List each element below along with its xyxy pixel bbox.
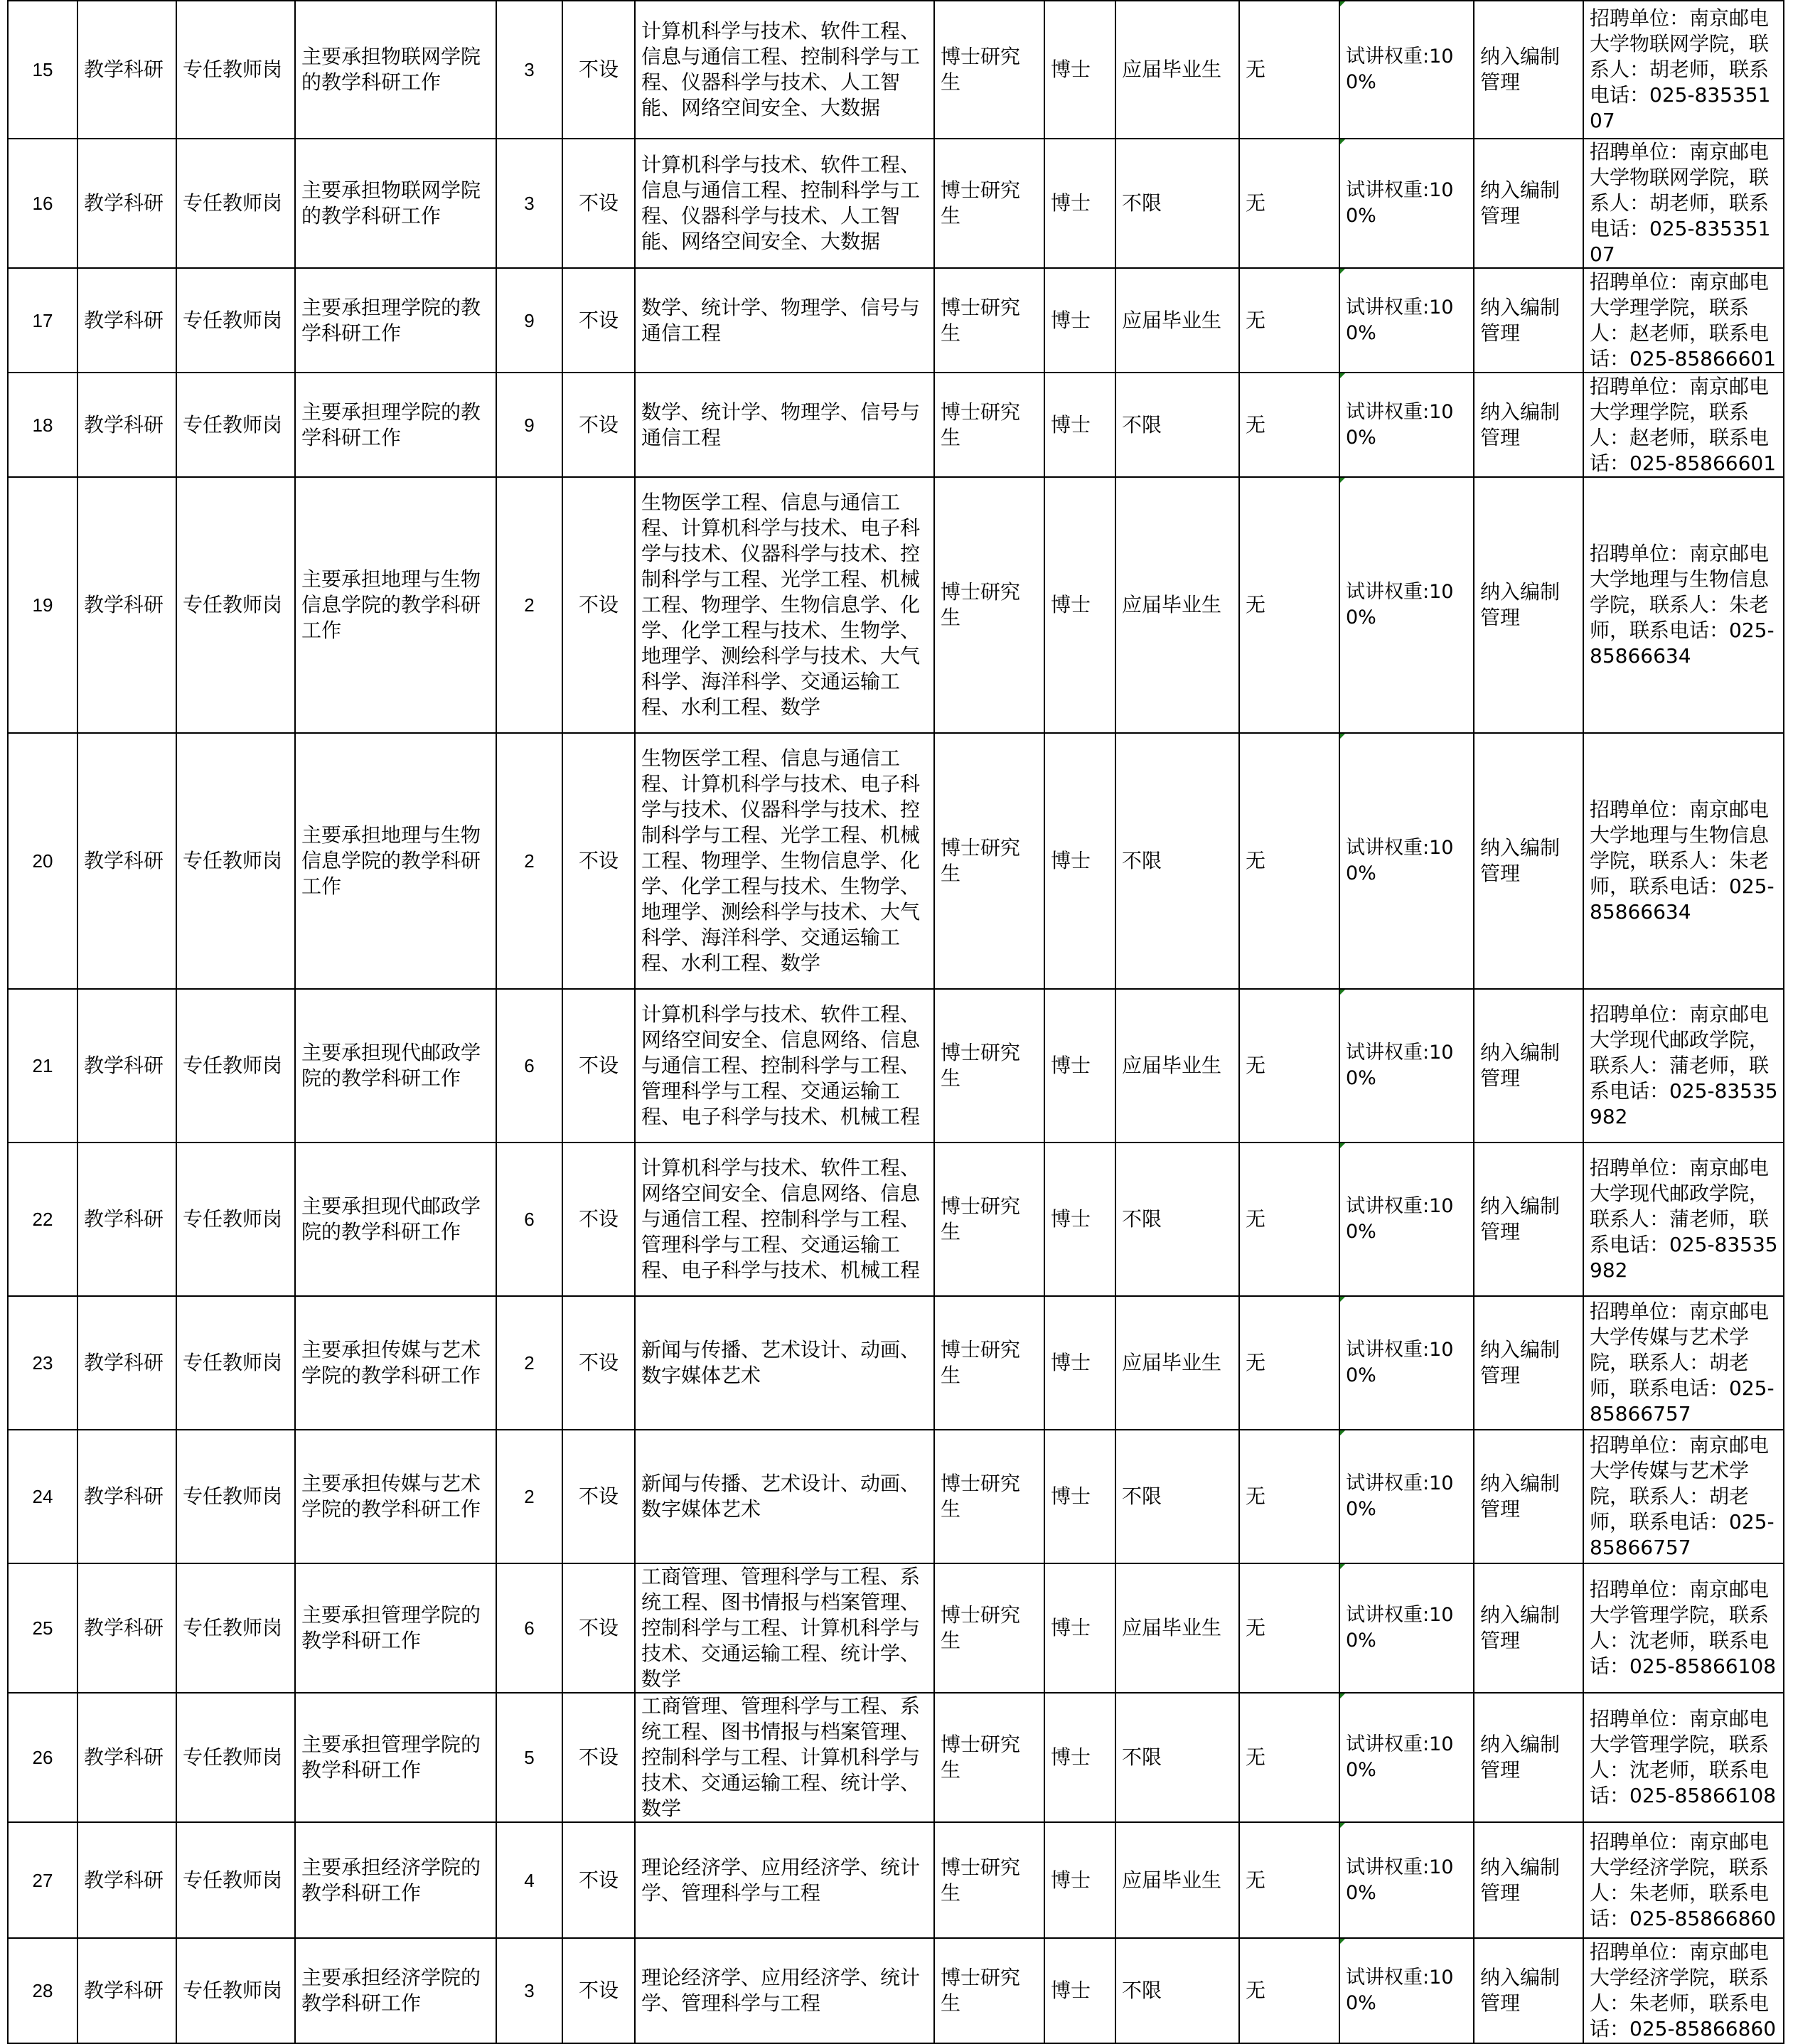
row-number: 16 — [8, 139, 77, 268]
other-requirement-cell: 无 — [1239, 1563, 1339, 1693]
target-cell: 不限 — [1115, 1693, 1239, 1822]
degree-cell: 博士 — [1044, 1296, 1115, 1430]
contact-cell: 招聘单位：南京邮电大学传媒与艺术学院，联系人：胡老师，联系电话：025-85866757 — [1583, 1430, 1784, 1563]
major-cell: 生物医学工程、信息与通信工程、计算机科学与技术、电子科学与技术、仪器科学与技术、控制科学与工程、光学工程、机械工程、物理学、生物信息学、化学、化学工程与技术、生物学、地理学、测绘科学与技术、大气科学、海洋科学、交通运输工程、水利工程、数学 — [635, 477, 934, 733]
table-row — [8, 1, 1784, 139]
table-row — [8, 1693, 1784, 1822]
other-requirement-cell: 无 — [1239, 139, 1339, 268]
other-requirement-cell: 无 — [1239, 1143, 1339, 1296]
education-cell: 博士研究生 — [934, 268, 1044, 373]
major-cell: 数学、统计学、物理学、信号与通信工程 — [635, 373, 934, 477]
education-cell: 博士研究生 — [934, 1143, 1044, 1296]
degree-cell: 博士 — [1044, 139, 1115, 268]
target-cell: 应届毕业生 — [1115, 989, 1239, 1143]
staffing-cell: 纳入编制管理 — [1474, 1296, 1583, 1430]
degree-cell: 博士 — [1044, 989, 1115, 1143]
headcount-cell: 3 — [496, 139, 562, 268]
age-limit-cell: 不设 — [562, 1822, 635, 1938]
staffing-cell: 纳入编制管理 — [1474, 477, 1583, 733]
exam-weight-cell: 试讲权重:100% — [1339, 1143, 1474, 1296]
exam-weight-cell: 试讲权重:100% — [1339, 1430, 1474, 1563]
age-limit-cell: 不设 — [562, 1, 635, 139]
post-cell: 专任教师岗 — [176, 373, 295, 477]
contact-cell: 招聘单位：南京邮电大学地理与生物信息学院，联系人：朱老师，联系电话：025-85866634 — [1583, 477, 1784, 733]
degree-cell: 博士 — [1044, 1938, 1115, 2043]
category-cell: 教学科研 — [77, 1938, 176, 2043]
staffing-cell: 纳入编制管理 — [1474, 989, 1583, 1143]
table-body — [8, 1, 1784, 2043]
major-cell: 新闻与传播、艺术设计、动画、数字媒体艺术 — [635, 1296, 934, 1430]
age-limit-cell: 不设 — [562, 1430, 635, 1563]
contact-cell: 招聘单位：南京邮电大学传媒与艺术学院，联系人：胡老师，联系电话：025-85866757 — [1583, 1296, 1784, 1430]
age-limit-cell: 不设 — [562, 477, 635, 733]
degree-cell: 博士 — [1044, 268, 1115, 373]
headcount-cell: 6 — [496, 1563, 562, 1693]
row-number: 28 — [8, 1938, 77, 2043]
exam-weight-cell: 试讲权重:100% — [1339, 1822, 1474, 1938]
post-cell: 专任教师岗 — [176, 139, 295, 268]
category-cell: 教学科研 — [77, 1693, 176, 1822]
target-cell: 不限 — [1115, 139, 1239, 268]
duty-cell: 主要承担经济学院的教学科研工作 — [295, 1822, 496, 1938]
other-requirement-cell: 无 — [1239, 1693, 1339, 1822]
major-cell: 理论经济学、应用经济学、统计学、管理科学与工程 — [635, 1938, 934, 2043]
post-cell: 专任教师岗 — [176, 1938, 295, 2043]
exam-weight-cell: 试讲权重:100% — [1339, 139, 1474, 268]
post-cell: 专任教师岗 — [176, 477, 295, 733]
age-limit-cell: 不设 — [562, 139, 635, 268]
target-cell: 不限 — [1115, 1938, 1239, 2043]
post-cell: 专任教师岗 — [176, 733, 295, 989]
row-number: 17 — [8, 268, 77, 373]
headcount-cell: 9 — [496, 268, 562, 373]
headcount-cell: 2 — [496, 1430, 562, 1563]
headcount-cell: 9 — [496, 373, 562, 477]
target-cell: 应届毕业生 — [1115, 1822, 1239, 1938]
other-requirement-cell: 无 — [1239, 989, 1339, 1143]
exam-weight-cell: 试讲权重:100% — [1339, 1563, 1474, 1693]
post-cell: 专任教师岗 — [176, 1296, 295, 1430]
duty-cell: 主要承担地理与生物信息学院的教学科研工作 — [295, 477, 496, 733]
headcount-cell: 3 — [496, 1938, 562, 2043]
age-limit-cell: 不设 — [562, 268, 635, 373]
target-cell: 应届毕业生 — [1115, 1296, 1239, 1430]
category-cell: 教学科研 — [77, 1430, 176, 1563]
education-cell: 博士研究生 — [934, 1563, 1044, 1693]
exam-weight-cell: 试讲权重:100% — [1339, 268, 1474, 373]
category-cell: 教学科研 — [77, 989, 176, 1143]
education-cell: 博士研究生 — [934, 1430, 1044, 1563]
staffing-cell: 纳入编制管理 — [1474, 733, 1583, 989]
row-number: 21 — [8, 989, 77, 1143]
target-cell: 应届毕业生 — [1115, 268, 1239, 373]
table-row — [8, 373, 1784, 477]
major-cell: 计算机科学与技术、软件工程、网络空间安全、信息网络、信息与通信工程、控制科学与工程、管理科学与工程、交通运输工程、电子科学与技术、机械工程 — [635, 989, 934, 1143]
post-cell: 专任教师岗 — [176, 1693, 295, 1822]
degree-cell: 博士 — [1044, 373, 1115, 477]
duty-cell: 主要承担管理学院的教学科研工作 — [295, 1693, 496, 1822]
target-cell: 不限 — [1115, 733, 1239, 989]
post-cell: 专任教师岗 — [176, 1563, 295, 1693]
degree-cell: 博士 — [1044, 1822, 1115, 1938]
category-cell: 教学科研 — [77, 373, 176, 477]
headcount-cell: 5 — [496, 1693, 562, 1822]
staffing-cell: 纳入编制管理 — [1474, 1693, 1583, 1822]
table-row — [8, 1938, 1784, 2043]
staffing-cell: 纳入编制管理 — [1474, 1, 1583, 139]
headcount-cell: 4 — [496, 1822, 562, 1938]
major-cell: 理论经济学、应用经济学、统计学、管理科学与工程 — [635, 1822, 934, 1938]
other-requirement-cell: 无 — [1239, 1296, 1339, 1430]
row-number: 25 — [8, 1563, 77, 1693]
duty-cell: 主要承担物联网学院的教学科研工作 — [295, 1, 496, 139]
contact-cell: 招聘单位：南京邮电大学现代邮政学院，联系人：蒲老师，联系电话：025-83535982 — [1583, 989, 1784, 1143]
recruitment-table — [7, 0, 1784, 2044]
post-cell: 专任教师岗 — [176, 268, 295, 373]
contact-cell: 招聘单位：南京邮电大学管理学院，联系人：沈老师，联系电话：025-85866108 — [1583, 1563, 1784, 1693]
degree-cell: 博士 — [1044, 733, 1115, 989]
category-cell: 教学科研 — [77, 1, 176, 139]
education-cell: 博士研究生 — [934, 989, 1044, 1143]
degree-cell: 博士 — [1044, 1693, 1115, 1822]
contact-cell: 招聘单位：南京邮电大学地理与生物信息学院，联系人：朱老师，联系电话：025-85866634 — [1583, 733, 1784, 989]
duty-cell: 主要承担理学院的教学科研工作 — [295, 373, 496, 477]
category-cell: 教学科研 — [77, 268, 176, 373]
major-cell: 生物医学工程、信息与通信工程、计算机科学与技术、电子科学与技术、仪器科学与技术、控制科学与工程、光学工程、机械工程、物理学、生物信息学、化学、化学工程与技术、生物学、地理学、测绘科学与技术、大气科学、海洋科学、交通运输工程、水利工程、数学 — [635, 733, 934, 989]
target-cell: 不限 — [1115, 1430, 1239, 1563]
table-row — [8, 1822, 1784, 1938]
row-number: 23 — [8, 1296, 77, 1430]
staffing-cell: 纳入编制管理 — [1474, 139, 1583, 268]
degree-cell: 博士 — [1044, 1563, 1115, 1693]
recruitment-table-sheet — [7, 0, 1783, 2044]
major-cell: 新闻与传播、艺术设计、动画、数字媒体艺术 — [635, 1430, 934, 1563]
duty-cell: 主要承担地理与生物信息学院的教学科研工作 — [295, 733, 496, 989]
major-cell: 工商管理、管理科学与工程、系统工程、图书情报与档案管理、控制科学与工程、计算机科学与技术、交通运输工程、统计学、数学 — [635, 1693, 934, 1822]
exam-weight-cell: 试讲权重:100% — [1339, 477, 1474, 733]
staffing-cell: 纳入编制管理 — [1474, 1430, 1583, 1563]
table-row — [8, 139, 1784, 268]
age-limit-cell: 不设 — [562, 373, 635, 477]
staffing-cell: 纳入编制管理 — [1474, 373, 1583, 477]
row-number: 24 — [8, 1430, 77, 1563]
education-cell: 博士研究生 — [934, 1693, 1044, 1822]
exam-weight-cell: 试讲权重:100% — [1339, 1, 1474, 139]
age-limit-cell: 不设 — [562, 1563, 635, 1693]
age-limit-cell: 不设 — [562, 1296, 635, 1430]
contact-cell: 招聘单位：南京邮电大学物联网学院，联系人：胡老师，联系电话：025-83535107 — [1583, 139, 1784, 268]
table-row — [8, 989, 1784, 1143]
table-row — [8, 733, 1784, 989]
major-cell: 计算机科学与技术、软件工程、信息与通信工程、控制科学与工程、仪器科学与技术、人工智能、网络空间安全、大数据 — [635, 139, 934, 268]
duty-cell: 主要承担物联网学院的教学科研工作 — [295, 139, 496, 268]
post-cell: 专任教师岗 — [176, 1, 295, 139]
headcount-cell: 2 — [496, 733, 562, 989]
category-cell: 教学科研 — [77, 1563, 176, 1693]
headcount-cell: 6 — [496, 1143, 562, 1296]
degree-cell: 博士 — [1044, 1, 1115, 139]
table-row — [8, 268, 1784, 373]
degree-cell: 博士 — [1044, 1430, 1115, 1563]
exam-weight-cell: 试讲权重:100% — [1339, 1296, 1474, 1430]
row-number: 15 — [8, 1, 77, 139]
exam-weight-cell: 试讲权重:100% — [1339, 373, 1474, 477]
other-requirement-cell: 无 — [1239, 1430, 1339, 1563]
duty-cell: 主要承担经济学院的教学科研工作 — [295, 1938, 496, 2043]
duty-cell: 主要承担传媒与艺术学院的教学科研工作 — [295, 1430, 496, 1563]
target-cell: 不限 — [1115, 373, 1239, 477]
staffing-cell: 纳入编制管理 — [1474, 1938, 1583, 2043]
staffing-cell: 纳入编制管理 — [1474, 268, 1583, 373]
education-cell: 博士研究生 — [934, 139, 1044, 268]
post-cell: 专任教师岗 — [176, 1430, 295, 1563]
post-cell: 专任教师岗 — [176, 1822, 295, 1938]
age-limit-cell: 不设 — [562, 1143, 635, 1296]
contact-cell: 招聘单位：南京邮电大学理学院，联系人：赵老师，联系电话：025-85866601 — [1583, 268, 1784, 373]
duty-cell: 主要承担管理学院的教学科研工作 — [295, 1563, 496, 1693]
contact-cell: 招聘单位：南京邮电大学现代邮政学院，联系人：蒲老师，联系电话：025-83535982 — [1583, 1143, 1784, 1296]
other-requirement-cell: 无 — [1239, 477, 1339, 733]
duty-cell: 主要承担理学院的教学科研工作 — [295, 268, 496, 373]
education-cell: 博士研究生 — [934, 373, 1044, 477]
row-number: 19 — [8, 477, 77, 733]
exam-weight-cell: 试讲权重:100% — [1339, 1693, 1474, 1822]
post-cell: 专任教师岗 — [176, 989, 295, 1143]
table-row — [8, 1563, 1784, 1693]
headcount-cell: 6 — [496, 989, 562, 1143]
other-requirement-cell: 无 — [1239, 1822, 1339, 1938]
target-cell: 应届毕业生 — [1115, 1563, 1239, 1693]
education-cell: 博士研究生 — [934, 733, 1044, 989]
contact-cell: 招聘单位：南京邮电大学理学院，联系人：赵老师，联系电话：025-85866601 — [1583, 373, 1784, 477]
exam-weight-cell: 试讲权重:100% — [1339, 989, 1474, 1143]
education-cell: 博士研究生 — [934, 1938, 1044, 2043]
exam-weight-cell: 试讲权重:100% — [1339, 1938, 1474, 2043]
age-limit-cell: 不设 — [562, 733, 635, 989]
major-cell: 计算机科学与技术、软件工程、网络空间安全、信息网络、信息与通信工程、控制科学与工程、管理科学与工程、交通运输工程、电子科学与技术、机械工程 — [635, 1143, 934, 1296]
headcount-cell: 2 — [496, 477, 562, 733]
headcount-cell: 2 — [496, 1296, 562, 1430]
other-requirement-cell: 无 — [1239, 268, 1339, 373]
row-number: 20 — [8, 733, 77, 989]
degree-cell: 博士 — [1044, 477, 1115, 733]
age-limit-cell: 不设 — [562, 1693, 635, 1822]
age-limit-cell: 不设 — [562, 989, 635, 1143]
age-limit-cell: 不设 — [562, 1938, 635, 2043]
headcount-cell: 3 — [496, 1, 562, 139]
row-number: 18 — [8, 373, 77, 477]
duty-cell: 主要承担传媒与艺术学院的教学科研工作 — [295, 1296, 496, 1430]
category-cell: 教学科研 — [77, 1296, 176, 1430]
target-cell: 应届毕业生 — [1115, 477, 1239, 733]
category-cell: 教学科研 — [77, 733, 176, 989]
row-number: 22 — [8, 1143, 77, 1296]
table-row — [8, 1296, 1784, 1430]
major-cell: 工商管理、管理科学与工程、系统工程、图书情报与档案管理、控制科学与工程、计算机科学与技术、交通运输工程、统计学、数学 — [635, 1563, 934, 1693]
education-cell: 博士研究生 — [934, 477, 1044, 733]
row-number: 26 — [8, 1693, 77, 1822]
category-cell: 教学科研 — [77, 1822, 176, 1938]
staffing-cell: 纳入编制管理 — [1474, 1822, 1583, 1938]
other-requirement-cell: 无 — [1239, 733, 1339, 989]
education-cell: 博士研究生 — [934, 1296, 1044, 1430]
staffing-cell: 纳入编制管理 — [1474, 1563, 1583, 1693]
duty-cell: 主要承担现代邮政学院的教学科研工作 — [295, 1143, 496, 1296]
table-row — [8, 1430, 1784, 1563]
target-cell: 应届毕业生 — [1115, 1, 1239, 139]
education-cell: 博士研究生 — [934, 1822, 1044, 1938]
major-cell: 数学、统计学、物理学、信号与通信工程 — [635, 268, 934, 373]
education-cell: 博士研究生 — [934, 1, 1044, 139]
target-cell: 不限 — [1115, 1143, 1239, 1296]
post-cell: 专任教师岗 — [176, 1143, 295, 1296]
category-cell: 教学科研 — [77, 139, 176, 268]
major-cell: 计算机科学与技术、软件工程、信息与通信工程、控制科学与工程、仪器科学与技术、人工智能、网络空间安全、大数据 — [635, 1, 934, 139]
other-requirement-cell: 无 — [1239, 1, 1339, 139]
row-number: 27 — [8, 1822, 77, 1938]
contact-cell: 招聘单位：南京邮电大学经济学院，联系人：朱老师，联系电话：025-85866860 — [1583, 1822, 1784, 1938]
contact-cell: 招聘单位：南京邮电大学物联网学院，联系人：胡老师，联系电话：025-83535107 — [1583, 1, 1784, 139]
staffing-cell: 纳入编制管理 — [1474, 1143, 1583, 1296]
contact-cell: 招聘单位：南京邮电大学管理学院，联系人：沈老师，联系电话：025-85866108 — [1583, 1693, 1784, 1822]
category-cell: 教学科研 — [77, 477, 176, 733]
table-row — [8, 1143, 1784, 1296]
other-requirement-cell: 无 — [1239, 373, 1339, 477]
duty-cell: 主要承担现代邮政学院的教学科研工作 — [295, 989, 496, 1143]
category-cell: 教学科研 — [77, 1143, 176, 1296]
exam-weight-cell: 试讲权重:100% — [1339, 733, 1474, 989]
table-row — [8, 477, 1784, 733]
other-requirement-cell: 无 — [1239, 1938, 1339, 2043]
degree-cell: 博士 — [1044, 1143, 1115, 1296]
contact-cell: 招聘单位：南京邮电大学经济学院，联系人：朱老师，联系电话：025-85866860 — [1583, 1938, 1784, 2043]
